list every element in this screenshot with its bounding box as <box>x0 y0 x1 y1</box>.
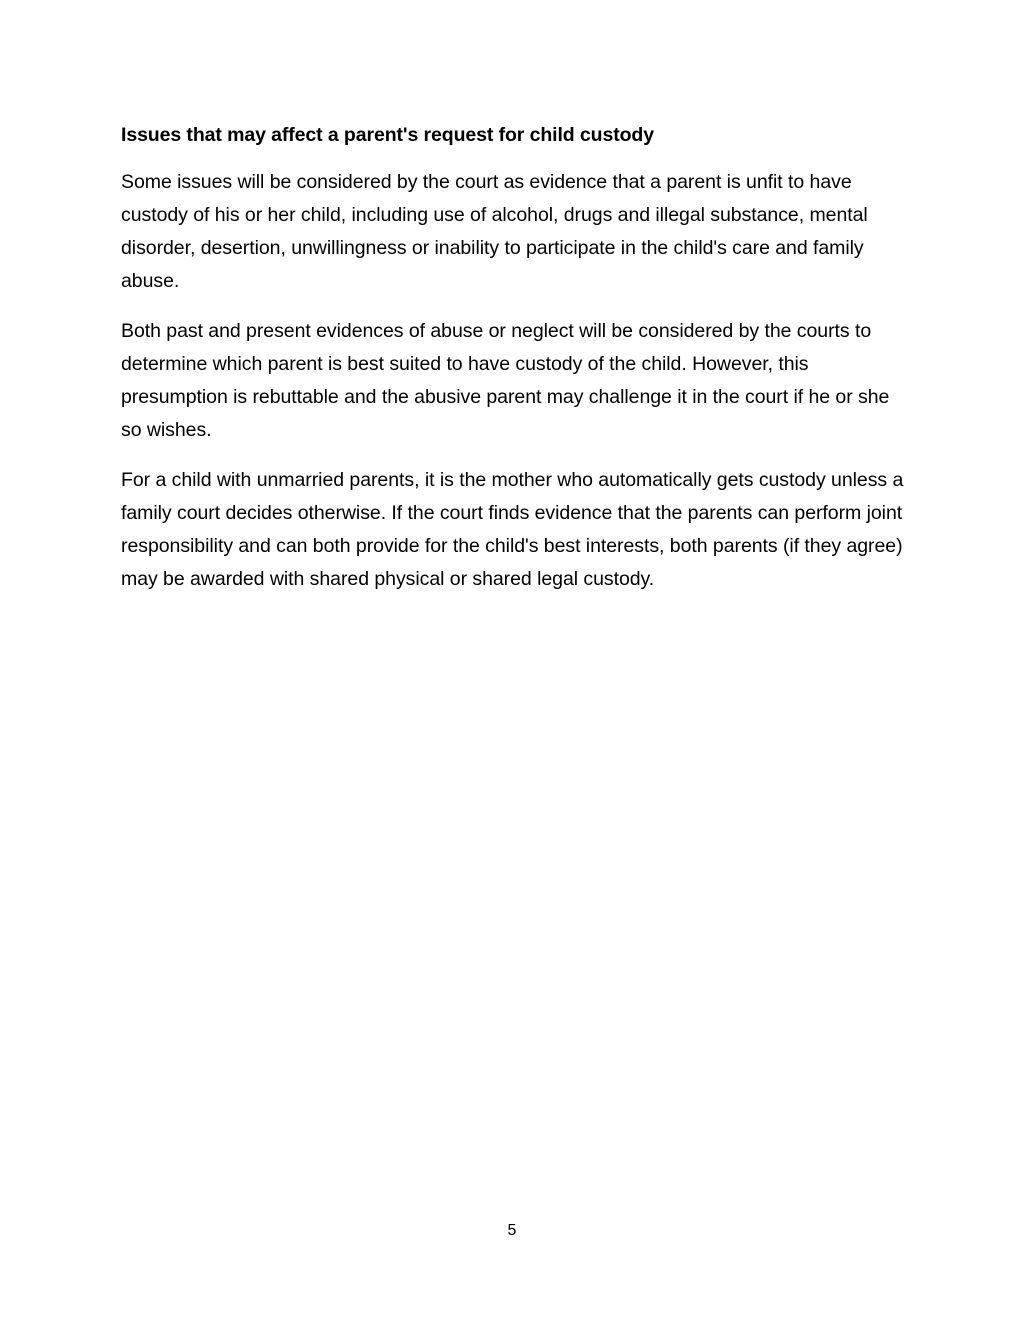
paragraph-unfit-parent-issues: Some issues will be considered by the court as evidence that a parent is unfit to have custody of his or her child, including use of alcohol, drugs and illegal substance, mental disorder, desertion, unwillingness or inability to participate in the child's care and family abuse. <box>121 171 868 292</box>
paragraph-unmarried-parents: For a child with unmarried parents, it is the mother who automatically gets custody unless a family court decides otherwise. If the court finds evidence that the parents can perform joint responsibility and can both provide for the child's best interests, both parents (if they agree) may be awarded with shared physical or shared legal custody. <box>121 469 904 590</box>
section-heading: Issues that may affect a parent's request for child custody <box>121 124 654 146</box>
document-body <box>121 120 906 613</box>
paragraph-abuse-evidence: Both past and present evidences of abuse or neglect will be considered by the courts to determine which parent is best suited to have custody of the child. However, this presumption is rebuttable and the abusive parent may challenge it in the court if he or she so wishes. <box>121 320 890 441</box>
page-number: 5 <box>507 1222 517 1239</box>
